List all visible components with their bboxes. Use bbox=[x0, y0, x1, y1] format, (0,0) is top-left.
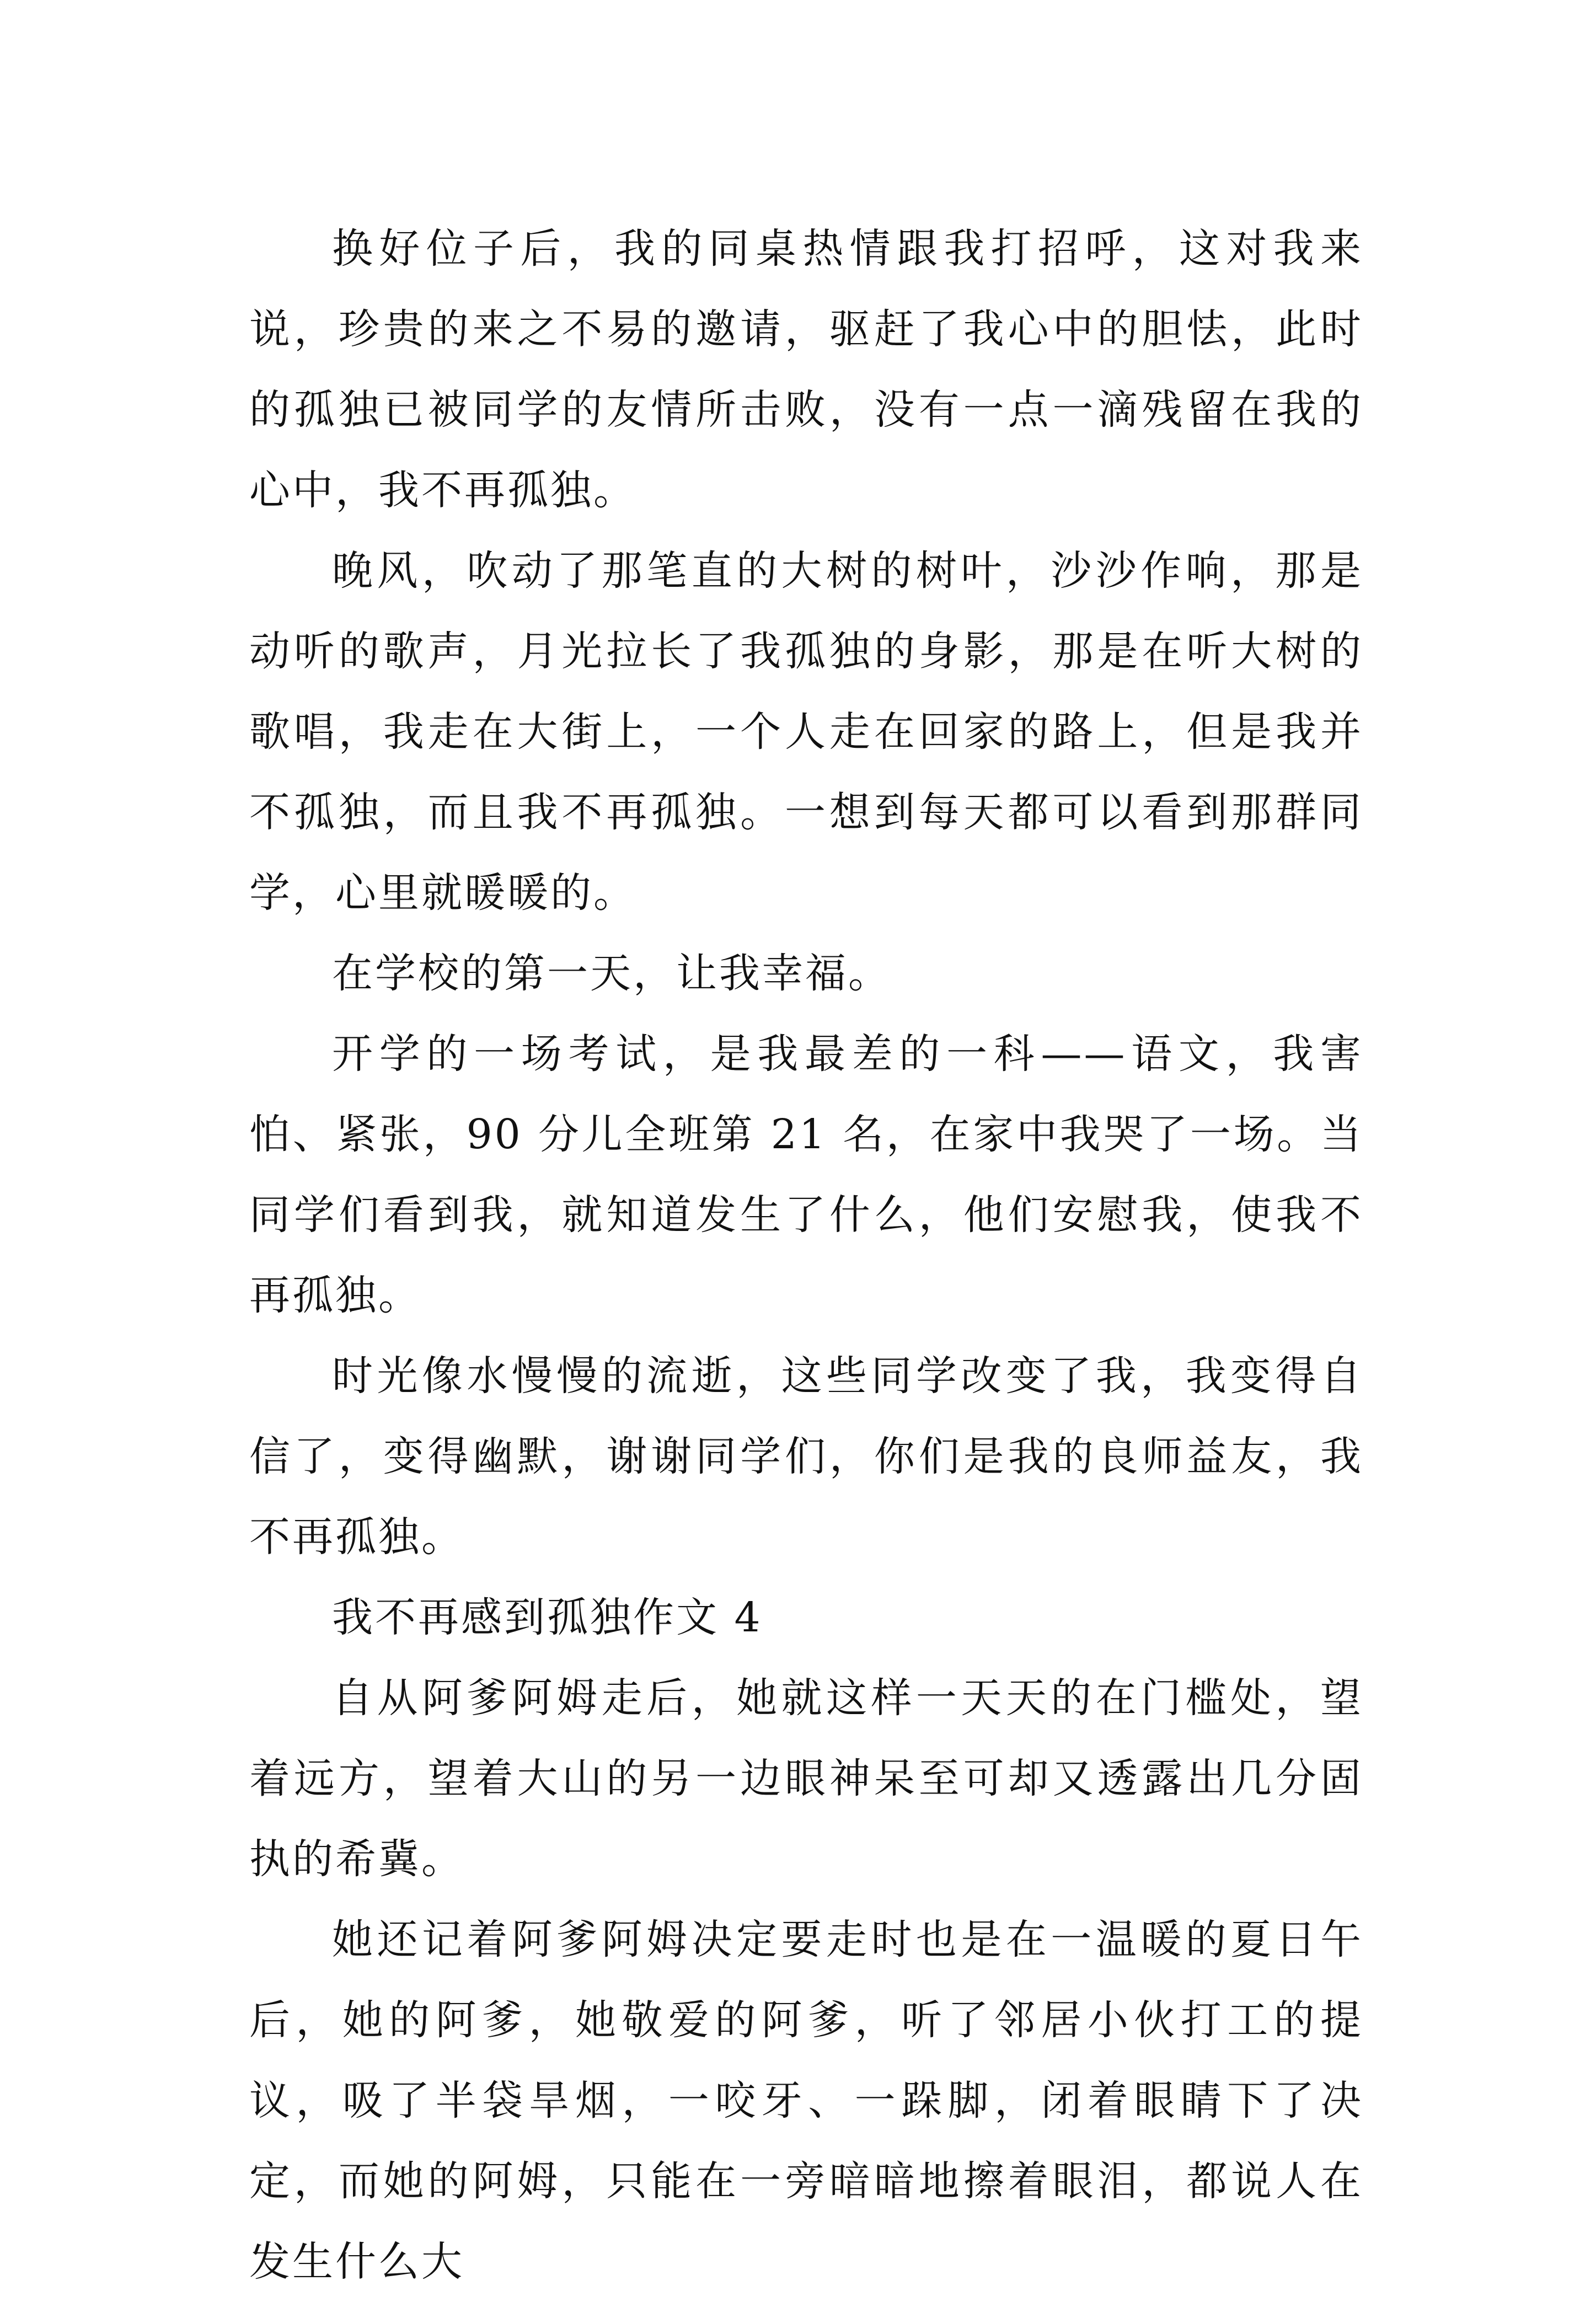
paragraph: 换好位子后，我的同桌热情跟我打招呼，这对我来说，珍贵的来之不易的邀请，驱赶了我心中的胆怯，此时的孤独已被同学的友情所击败，没有一点一滴残留在我的心中，我不再孤独。 bbox=[249, 225, 1363, 514]
section-heading: 我不再感到孤独作文 4 bbox=[332, 1594, 763, 1641]
paragraph: 她还记着阿爹阿姆决定要走时也是在一温暖的夏日午后，她的阿爹，她敬爱的阿爹，听了邻居小伙打工的提议，吸了半袋旱烟，一咬牙、一跺脚，闭着眼睛下了决定，而她的阿姆，只能在一旁暗暗地擦着眼泪，都说人在发生什么大 bbox=[249, 1916, 1363, 2285]
paragraph: 时光像水慢慢的流逝，这些同学改变了我，我变得自信了，变得幽默，谢谢同学们，你们是我的良师益友，我不再孤独。 bbox=[249, 1352, 1363, 1561]
document-body bbox=[249, 208, 1363, 2302]
paragraph: 晚风，吹动了那笔直的大树的树叶，沙沙作响，那是动听的歌声，月光拉长了我孤独的身影，那是在听大树的歌唱，我走在大街上，一个人走在回家的路上，但是我并不孤独，而且我不再孤独。一想到每天都可以看到那群同学，心里就暖暖的。 bbox=[249, 547, 1363, 917]
paragraph: 自从阿爹阿姆走后，她就这样一天天的在门槛处，望着远方，望着大山的另一边眼神呆至可却又透露出几分固执的希冀。 bbox=[249, 1674, 1363, 1883]
paragraph: 开学的一场考试，是我最差的一科——语文，我害怕、紧张，90 分儿全班第 21 名，在家中我哭了一场。当同学们看到我，就知道发生了什么，他们安慰我，使我不再孤独。 bbox=[249, 1030, 1363, 1319]
paragraph: 在学校的第一天，让我幸福。 bbox=[332, 950, 891, 997]
